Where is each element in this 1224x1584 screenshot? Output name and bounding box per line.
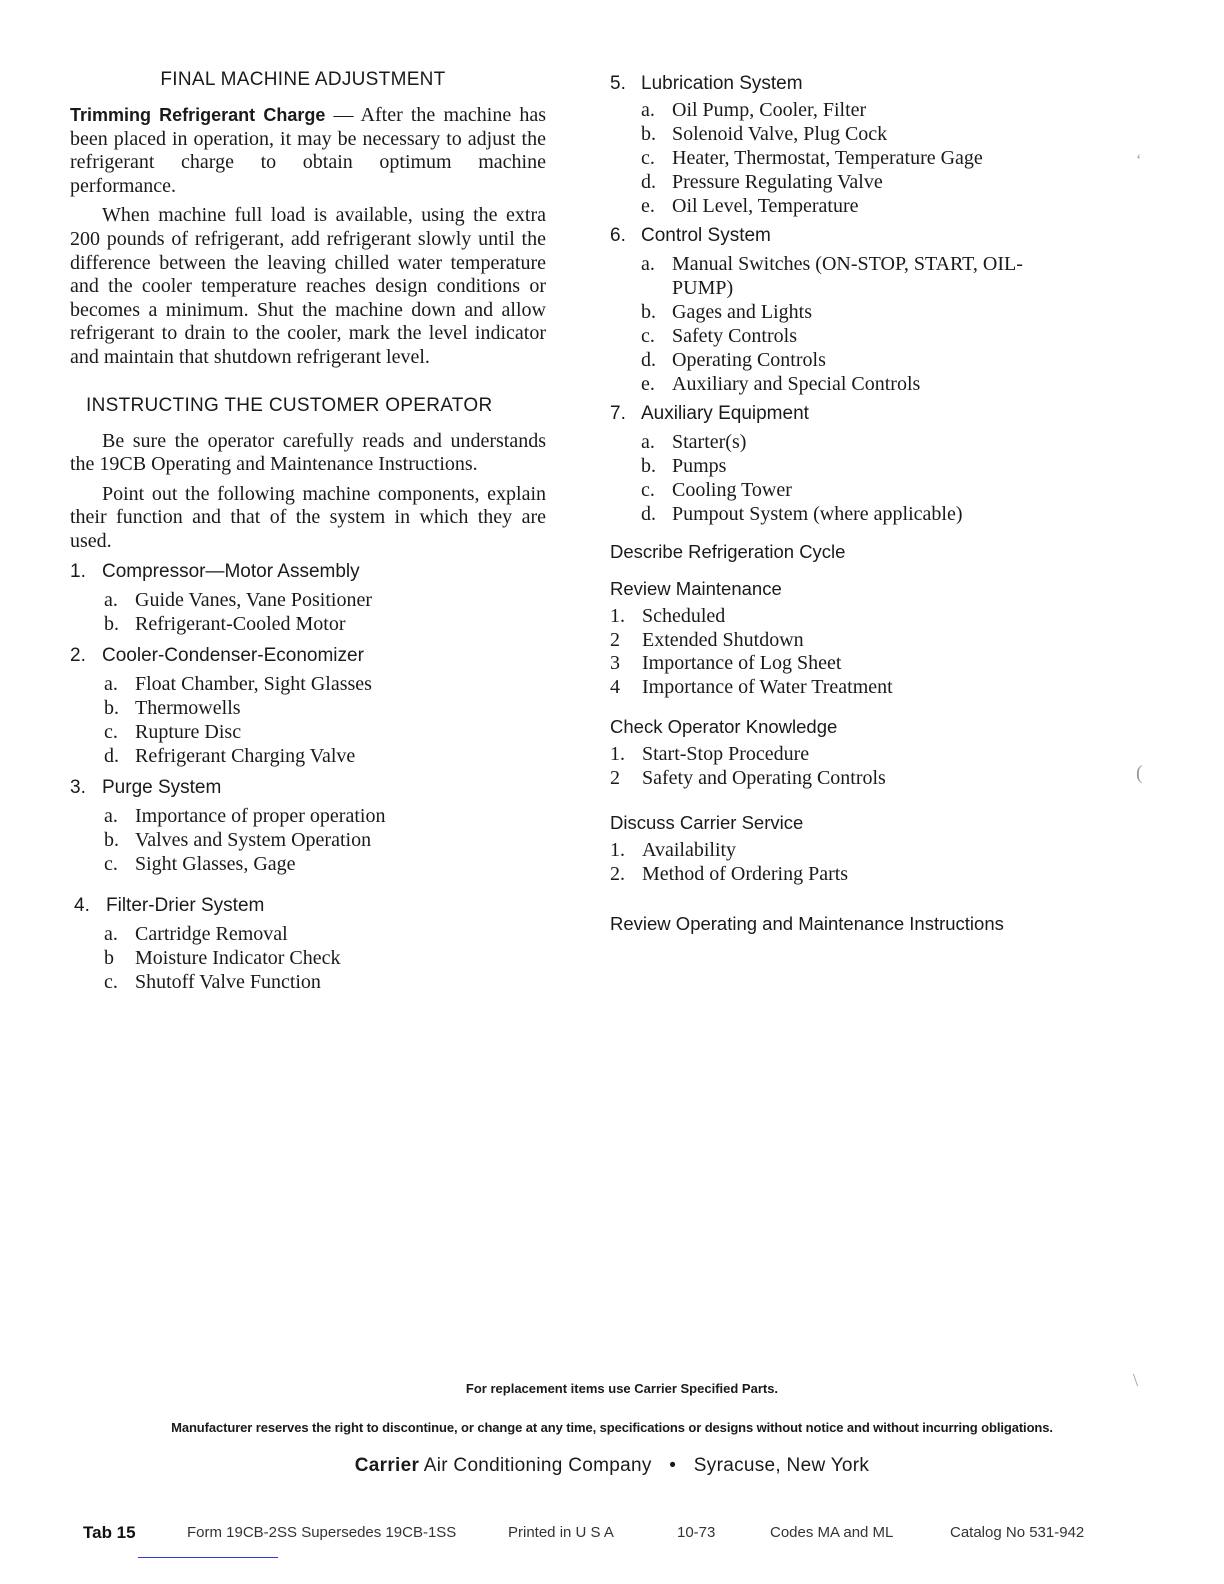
- scan-mark: \: [1133, 1370, 1139, 1390]
- section-heading: [610, 402, 1110, 426]
- section-title: Auxiliary Equipment: [641, 403, 809, 424]
- list-item: c. Sight Glasses, Gage: [104, 852, 296, 875]
- list-item: 1. Start-Stop Procedure: [610, 743, 810, 765]
- section-items: [610, 430, 1110, 526]
- section-heading: [70, 894, 546, 918]
- section-heading: [70, 776, 546, 800]
- list-item: a. Cartridge Removal: [104, 922, 288, 945]
- codes: Codes MA and ML: [770, 1524, 894, 1541]
- instruct-paragraph-1: Be sure the operator carefully reads and understands the 19CB Operating and Maintenance Instructions.: [70, 429, 546, 476]
- company-city: Syracuse, New York: [693, 1455, 870, 1476]
- list-item: 1. Availability: [610, 839, 737, 861]
- instructing-heading: INSTRUCTING THE CUSTOMER OPERATOR: [86, 394, 493, 416]
- final-adjustment-heading: FINAL MACHINE ADJUSTMENT: [160, 69, 446, 90]
- disclaimer: Manufacturer reserves the right to discontinue, or change at any time, specifications or designs without notice and without incurring obligations.: [171, 1420, 1053, 1435]
- trimming-paragraph: [70, 104, 546, 198]
- company-line: [0, 1455, 1224, 1477]
- instruct-paragraph-2: Point out the following machine components, explain their function and that of the system in which they are used.: [70, 482, 546, 552]
- print-date: 10-73: [677, 1524, 716, 1541]
- list-item: b. Thermowells: [104, 696, 241, 719]
- list-item: b. Gages and Lights: [641, 301, 812, 323]
- list-item: 2. Method of Ordering Parts: [610, 862, 849, 885]
- scan-mark: ‘: [1136, 152, 1142, 169]
- scan-mark: (: [1136, 762, 1143, 784]
- section-title: Compressor—Motor Assembly: [102, 560, 360, 582]
- list-item: c. Cooling Tower: [641, 479, 792, 501]
- list-item: a. Manual Switches (ON-STOP, START, OIL-PUMP): [641, 253, 1023, 299]
- left-column: [70, 68, 546, 994]
- list-item: b. Refrigerant-Cooled Motor: [104, 612, 346, 635]
- section-title: Purge System: [102, 776, 222, 798]
- component-section-4: [70, 894, 546, 994]
- section-title: Lubrication System: [641, 73, 803, 94]
- section-title: Control System: [641, 225, 771, 246]
- catalog-number: Catalog No 531-942: [950, 1524, 1085, 1541]
- list-item: e. Oil Level, Temperature: [641, 195, 859, 217]
- section-items: [610, 252, 1110, 396]
- component-section-1: [70, 560, 546, 636]
- list-item: a. Oil Pump, Cooler, Filter: [641, 99, 867, 121]
- list-item: 3 Importance of Log Sheet: [610, 652, 842, 674]
- list-item: e. Auxiliary and Special Controls: [641, 373, 921, 395]
- list-item: c. Rupture Disc: [104, 720, 242, 743]
- check-knowledge-heading: Check Operator Knowledge: [610, 716, 838, 737]
- section-heading: [610, 72, 1110, 96]
- section-number: 5.: [610, 73, 626, 94]
- section-items: [70, 922, 546, 994]
- section-title: Filter-Drier System: [106, 894, 265, 916]
- section-number: 6.: [610, 225, 626, 246]
- full-load-paragraph: When machine full load is available, using the extra 200 pounds of refrigerant, add refrigerant slowly until the difference between the leaving chilled water temperature and the cooler temperature reaches design conditions or becomes a minimum. Shut the machine down and allow refrigerant to drain to the cooler, mark the level indicator and maintain that shutdown refrigerant level.: [70, 204, 546, 368]
- section-heading: [610, 224, 1110, 248]
- section-number: 7.: [610, 403, 626, 424]
- form-info-bar: [0, 1524, 1224, 1548]
- component-section-3: [70, 776, 546, 876]
- bullet-separator: •: [669, 1455, 677, 1476]
- list-item: b. Pumps: [641, 455, 727, 477]
- list-item: c. Shutoff Valve Function: [104, 970, 321, 993]
- list-item: d. Operating Controls: [641, 349, 826, 371]
- list-item: 1. Scheduled: [610, 605, 726, 627]
- discuss-service-heading: Discuss Carrier Service: [610, 812, 804, 833]
- section-number: 2.: [70, 644, 86, 666]
- section-items: [70, 804, 546, 876]
- check-knowledge-list: [610, 743, 1110, 790]
- review-maintenance-heading: Review Maintenance: [610, 578, 782, 599]
- list-item: a. Float Chamber, Sight Glasses: [104, 672, 372, 695]
- list-item: b. Valves and System Operation: [104, 828, 372, 851]
- list-item: a. Guide Vanes, Vane Positioner: [104, 588, 373, 611]
- section-heading: [70, 644, 546, 668]
- list-item: b Moisture Indicator Check: [104, 946, 341, 969]
- right-column: [610, 72, 1110, 936]
- list-item: 4 Importance of Water Treatment: [610, 675, 893, 698]
- section-number: 3.: [70, 776, 86, 798]
- list-item: a. Importance of proper operation: [104, 804, 386, 827]
- section-number: 4.: [74, 894, 90, 916]
- list-item: a. Starter(s): [641, 431, 747, 453]
- review-instructions-heading: Review Operating and Maintenance Instructions: [610, 913, 1004, 934]
- section-title: Cooler-Condenser-Economizer: [102, 644, 364, 666]
- component-section-6: [610, 224, 1110, 396]
- trimming-text: — After the machine has been placed in operation, it may be necessary to adjust the refrigerant charge to obtain optimum machine performance.: [70, 104, 547, 197]
- trimming-label: Trimming Refrigerant Charge: [70, 105, 326, 125]
- form-number: Form 19CB-2SS Supersedes 19CB-1SS: [187, 1524, 457, 1541]
- list-item: 2 Extended Shutdown: [610, 628, 804, 651]
- printed-in: Printed in U S A: [508, 1524, 614, 1541]
- review-maintenance-list: [610, 605, 1110, 699]
- list-item: d. Refrigerant Charging Valve: [104, 744, 356, 767]
- list-item: c. Safety Controls: [641, 325, 797, 347]
- component-section-2: [70, 644, 546, 768]
- section-items: [70, 588, 546, 636]
- section-items: [70, 672, 546, 768]
- company-name-bold: Carrier: [354, 1455, 420, 1476]
- describe-cycle-heading: Describe Refrigeration Cycle: [610, 541, 846, 562]
- list-item: 2 Safety and Operating Controls: [610, 766, 886, 789]
- company-name: Air Conditioning Company: [423, 1455, 652, 1476]
- tab-underline: [138, 1557, 278, 1558]
- list-item: b. Solenoid Valve, Plug Cock: [641, 123, 888, 145]
- section-number: 1.: [70, 560, 86, 582]
- component-section-7: [610, 402, 1110, 526]
- list-item: c. Heater, Thermostat, Temperature Gage: [641, 147, 983, 169]
- list-item: d. Pumpout System (where applicable): [641, 503, 963, 525]
- list-item: d. Pressure Regulating Valve: [641, 171, 883, 193]
- section-heading: [70, 560, 546, 584]
- discuss-service-list: [610, 839, 1110, 886]
- replacement-note: For replacement items use Carrier Specified Parts.: [465, 1381, 779, 1396]
- tab-number: Tab 15: [83, 1523, 136, 1542]
- section-items: [610, 98, 1110, 218]
- component-section-5: [610, 72, 1110, 218]
